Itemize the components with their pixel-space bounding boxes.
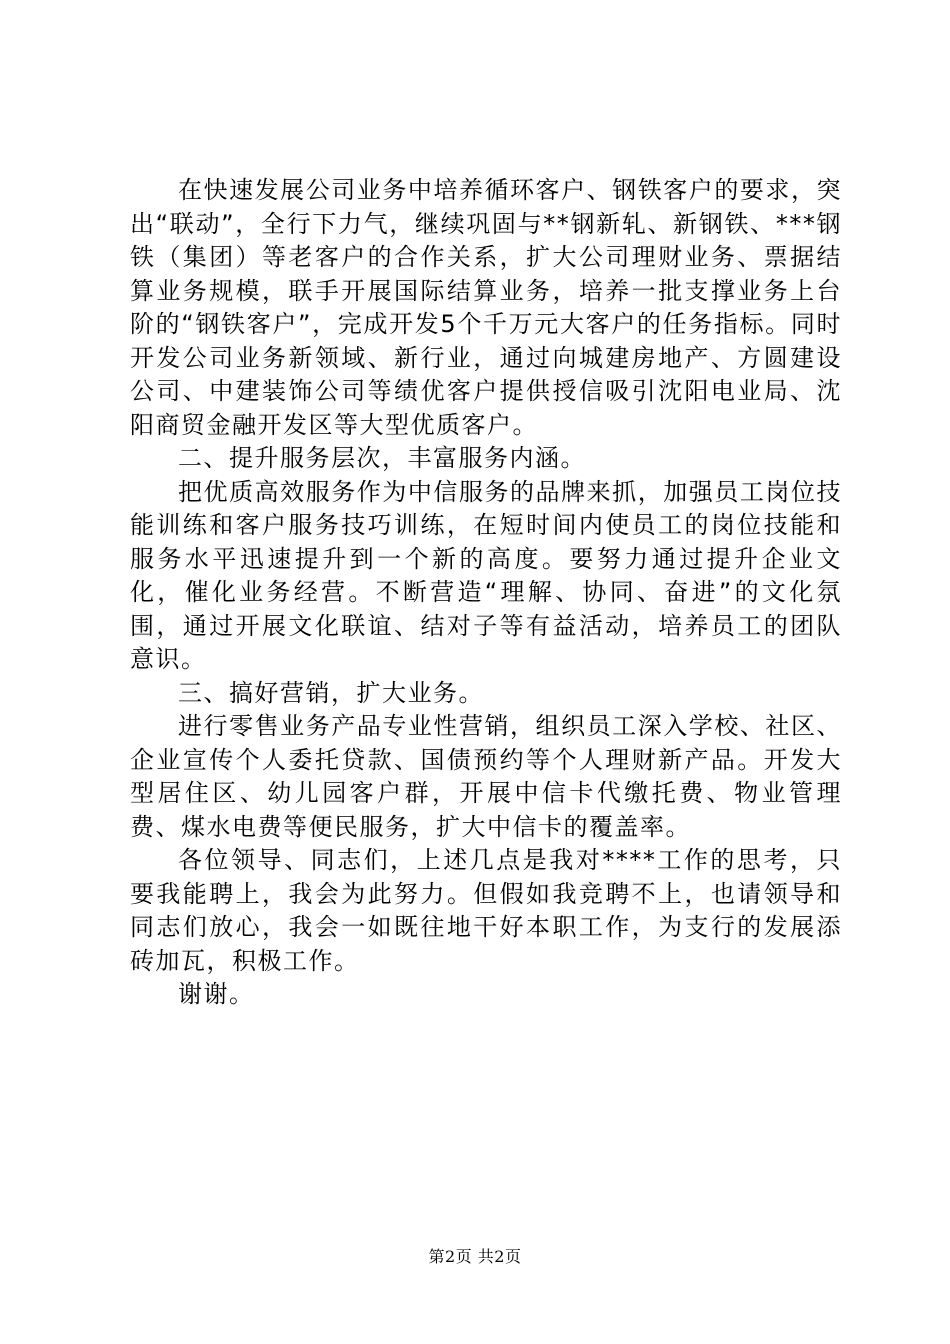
paragraph-service-quality: 把优质高效服务作为中信服务的品牌来抓，加强员工岗位技能训练和客户服务技巧训练，在短时间内使员工的岗位技能和服务水平迅速提升到一个新的高度。要努力通过提升企业文化，催化业务经营。不断营造“理解、协同、奋进”的文化氛围，通过开展文化联谊、结对子等有益活动，培养员工的团队意识。 <box>130 477 842 673</box>
section-heading-marketing: 三、搞好营销，扩大业务。 <box>178 678 484 707</box>
paragraph-closing-statement: 各位领导、同志们，上述几点是我对****工作的思考，只要我能聘上，我会为此努力。但假如我竞聘不上，也请领导和同志们放心，我会一如既往地干好本职工作，为支行的发展添砖加瓦，积极工作。 <box>130 846 842 975</box>
paragraph-retail-marketing: 进行零售业务产品专业性营销，组织员工深入学校、社区、企业宣传个人委托贷款、国债预约等个人理财新产品。开发大型居住区、幼儿园客户群，开展中信卡代缴托费、物业管理费、煤水电费等便民服务，扩大中信卡的覆盖率。 <box>130 712 842 841</box>
page-number-footer: 第2页 共2页 <box>428 1247 522 1266</box>
paragraph-corporate-clients: 在快速发展公司业务中培养循环客户、钢铁客户的要求，突出“联动”，全行下力气，继续巩固与**钢新轧、新钢铁、***钢铁（集团）等老客户的合作关系，扩大公司理财业务、票据结算业务规模，联手开展国际结算业务，培养一批支撑业务上台阶的“钢铁客户”，完成开发5个千万元大客户的任务指标。同时开发公司业务新领域、新行业，通过向城建房地产、方圆建设公司、中建装饰公司等绩优客户提供授信吸引沈阳电业局、沈阳商贸金融开发区等大型优质客户。 <box>130 176 842 439</box>
document-body <box>130 174 842 1012</box>
paragraph-thanks: 谢谢。 <box>178 980 255 1008</box>
section-heading-service: 二、提升服务层次，丰富服务内涵。 <box>178 444 586 472</box>
